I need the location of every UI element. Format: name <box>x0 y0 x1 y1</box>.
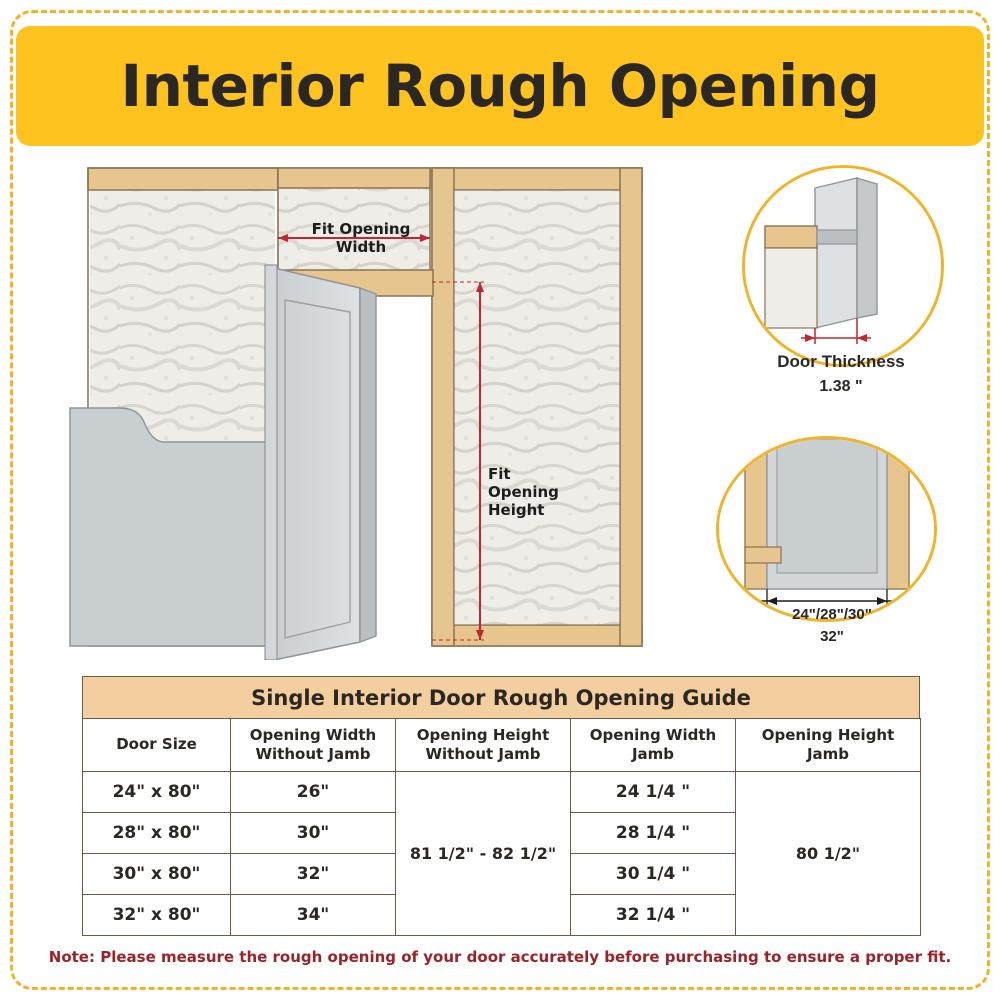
header-opening-height-without-jamb <box>396 719 571 772</box>
door-thickness-value: 1.38 " <box>819 377 863 395</box>
header-opening-width-jamb <box>571 719 736 772</box>
fit-opening-height-line2: Opening <box>488 483 559 501</box>
door-framing-illustration <box>60 160 700 660</box>
door-thickness-label: Door Thickness <box>777 352 905 371</box>
door-width-callout-circle <box>716 436 937 622</box>
fit-opening-height-label <box>488 465 598 519</box>
cell-door-size: 32" x 80" <box>83 894 231 935</box>
door-width-caption <box>716 604 948 648</box>
header-ohwj-l2: Without Jamb <box>425 744 541 763</box>
header-door-size-l1: Door Size <box>116 735 197 754</box>
cell-width-no-jamb: 34" <box>231 894 396 935</box>
table-header-row <box>83 719 921 772</box>
door-width-line2: 32" <box>820 627 844 645</box>
cell-width-jamb: 24 1/4 " <box>571 771 736 812</box>
rough-opening-table <box>82 718 921 936</box>
cell-width-jamb: 32 1/4 " <box>571 894 736 935</box>
cell-width-jamb: 30 1/4 " <box>571 853 736 894</box>
table-row <box>83 771 921 812</box>
header-ohwj-l1: Opening Height <box>416 726 550 744</box>
purchase-note: Note: Please measure the rough opening of your door accurately before purchasing to ensure a proper fit. <box>48 948 952 966</box>
rough-opening-table-wrap <box>82 676 920 936</box>
cell-width-jamb: 28 1/4 " <box>571 812 736 853</box>
header-banner <box>16 26 984 146</box>
header-ohj-l1: Opening Height <box>761 726 895 744</box>
door-thickness-caption <box>726 350 956 398</box>
header-opening-height-jamb <box>736 719 921 772</box>
table-title: Single Interior Door Rough Opening Guide <box>82 676 920 718</box>
header-owwj-l1: Opening Width <box>249 726 377 744</box>
fit-opening-height-line3: Height <box>488 501 545 519</box>
header-door-size <box>83 719 231 772</box>
header-owj-l1: Opening Width <box>589 726 717 744</box>
cell-width-no-jamb: 30" <box>231 812 396 853</box>
door-thickness-callout-circle <box>742 165 944 367</box>
cell-width-no-jamb: 26" <box>231 771 396 812</box>
cell-width-no-jamb: 32" <box>231 853 396 894</box>
door-width-line1: 24"/28"/30" <box>792 606 872 623</box>
fit-opening-width-line1: Fit Opening <box>311 220 411 238</box>
cell-height-jamb: 80 1/2" <box>736 771 921 935</box>
cell-door-size: 30" x 80" <box>83 853 231 894</box>
page-title: Interior Rough Opening <box>120 52 880 120</box>
cell-door-size: 28" x 80" <box>83 812 231 853</box>
cell-height-without-jamb: 81 1/2" - 82 1/2" <box>396 771 571 935</box>
fit-opening-width-line2: Width <box>335 238 387 256</box>
header-owj-l2: Jamb <box>631 744 675 763</box>
fit-opening-height-line1: Fit <box>488 465 511 483</box>
header-ohj-l2: Jamb <box>806 744 850 763</box>
header-owwj-l2: Without Jamb <box>255 744 371 763</box>
cell-door-size: 24" x 80" <box>83 771 231 812</box>
header-opening-width-without-jamb <box>231 719 396 772</box>
fit-opening-width-label <box>286 220 436 256</box>
